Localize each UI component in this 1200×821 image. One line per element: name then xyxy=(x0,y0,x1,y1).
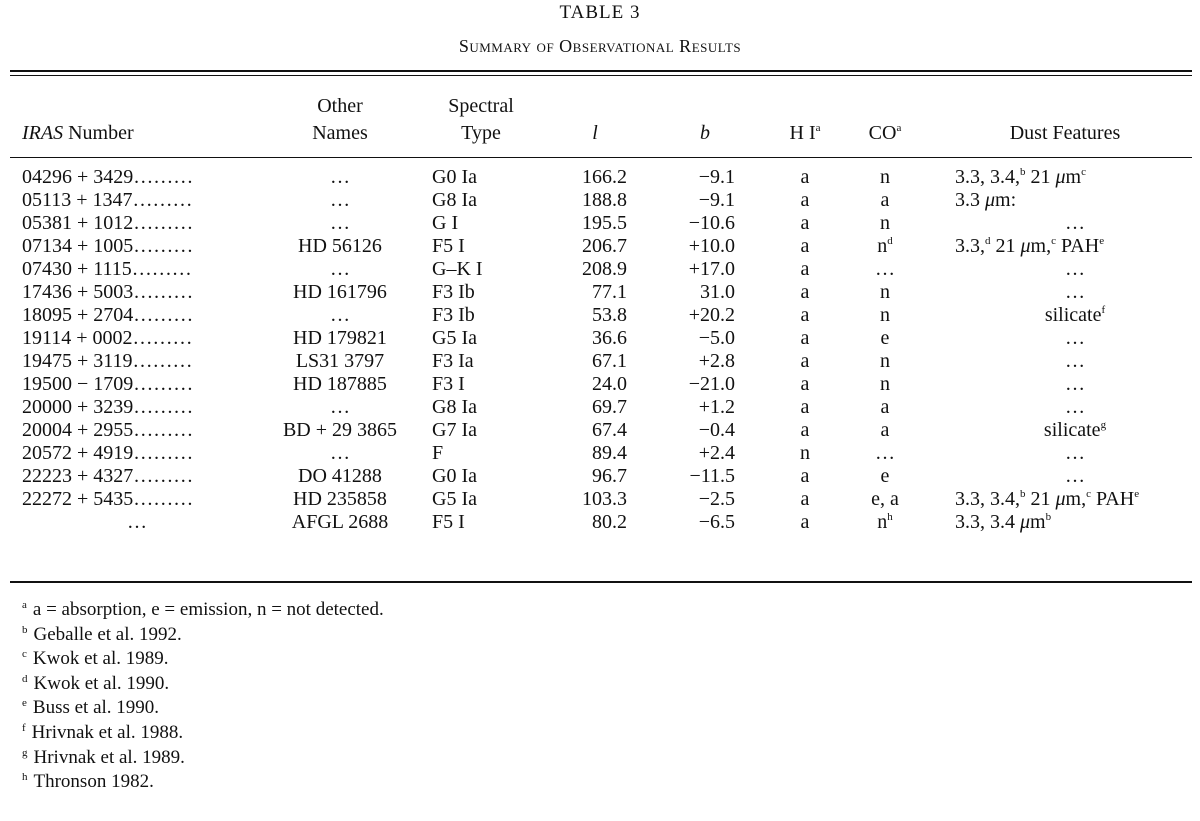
cell-co: e, a xyxy=(871,488,899,510)
header-iras-number xyxy=(22,120,134,147)
cell-dust: … xyxy=(1065,442,1085,464)
cell-b: +20.2 xyxy=(688,304,735,326)
cell-iras: 20572 + 4919……… xyxy=(22,442,194,464)
table-subtitle: Summary of Observational Results xyxy=(458,36,742,56)
cell-dust: 3.3, 3.4,$^b$ 21 $\mu m^c$ xyxy=(955,166,1086,188)
header-co-sup: a xyxy=(896,122,902,134)
cell-b: −0.4 xyxy=(698,419,735,441)
footnote xyxy=(22,696,384,721)
cell-hi: a xyxy=(800,396,810,418)
cell-other: … xyxy=(330,442,350,464)
cell-iras: 22223 + 4327……… xyxy=(22,465,194,487)
cell-dust: … xyxy=(1065,373,1085,395)
cell-iras: 20000 + 3239……… xyxy=(22,396,194,418)
header-other-line2: Names xyxy=(312,122,368,144)
footnote xyxy=(22,672,384,697)
table-title: TABLE 3 xyxy=(559,2,641,23)
cell-spec: G8 Ia xyxy=(432,396,477,418)
cell-co: n xyxy=(880,166,890,188)
footnotes xyxy=(22,598,384,795)
footnote-mark: f xyxy=(22,721,26,734)
footnote xyxy=(22,746,384,771)
top-rule-secondary xyxy=(10,75,1192,76)
cell-spec: F3 I xyxy=(432,373,465,395)
cell-dust: 3.3 μm: xyxy=(955,189,1017,211)
cell-other: BD + 29 3865 xyxy=(282,419,398,441)
cell-b: −9.1 xyxy=(698,166,735,188)
header-hi xyxy=(770,120,840,147)
cell-hi: a xyxy=(800,419,810,441)
cell-b: +2.4 xyxy=(698,442,735,464)
cell-dust: … xyxy=(1065,212,1085,234)
cell-l: 208.9 xyxy=(582,258,627,280)
cell-co: e xyxy=(880,465,890,487)
top-rule xyxy=(10,70,1192,72)
cell-hi: a xyxy=(800,258,810,280)
cell-other: HD 179821 xyxy=(293,327,387,349)
header-l: l xyxy=(592,122,598,144)
cell-other: … xyxy=(330,304,350,326)
cell-other: DO 41288 xyxy=(298,465,382,487)
footnote xyxy=(22,647,384,672)
cell-co: n xyxy=(880,304,890,326)
cell-co: a xyxy=(880,396,890,418)
footnote-mark: a xyxy=(22,599,27,611)
cell-spec: F3 Ib xyxy=(432,304,475,326)
cell-l: 96.7 xyxy=(592,465,627,487)
footnote-text: Hrivnak et al. 1988. xyxy=(31,721,184,743)
footnote xyxy=(22,770,384,795)
cell-co: a xyxy=(880,189,890,211)
cell-b: 31.0 xyxy=(700,281,735,303)
cell-l: 77.1 xyxy=(592,281,627,303)
cell-spec: G–K I xyxy=(432,258,483,280)
footnote-text: Geballe et al. 1992. xyxy=(33,623,182,645)
cell-other: HD 56126 xyxy=(298,235,382,257)
cell-dust: 3.3,$^d$ 21 μm,$^c$ PAH$^e$ xyxy=(955,235,1105,257)
cell-dust: … xyxy=(1065,327,1085,349)
cell-co: … xyxy=(875,258,895,280)
cell-hi: a xyxy=(800,281,810,303)
cell-spec: G0 Ia xyxy=(432,166,477,188)
cell-spec: G I xyxy=(432,212,459,234)
footnote-mark: d xyxy=(22,672,28,685)
cell-hi: a xyxy=(800,327,810,349)
cell-other: … xyxy=(330,166,350,188)
cell-iras: 18095 + 2704……… xyxy=(22,304,194,326)
cell-iras: … xyxy=(127,511,147,533)
cell-iras: 19114 + 0002……… xyxy=(22,327,193,349)
footnote-text: Kwok et al. 1990. xyxy=(33,672,170,694)
footnote-mark: h xyxy=(22,771,28,784)
cell-b: −11.5 xyxy=(689,465,735,487)
header-spec-line1: Spectral xyxy=(448,95,514,117)
cell-hi: a xyxy=(800,304,810,326)
cell-iras: 22272 + 5435……… xyxy=(22,488,194,510)
header-iras-suffix: Number xyxy=(63,122,134,144)
cell-b: −9.1 xyxy=(698,189,735,211)
cell-l: 166.2 xyxy=(582,166,627,188)
cell-b: −6.5 xyxy=(698,511,735,533)
cell-other: HD 187885 xyxy=(293,373,387,395)
cell-hi: a xyxy=(800,465,810,487)
cell-iras: 07134 + 1005……… xyxy=(22,235,194,257)
cell-co: … xyxy=(875,442,895,464)
cell-spec: G7 Ia xyxy=(432,419,477,441)
cell-dust: … xyxy=(1065,350,1085,372)
cell-l: 24.0 xyxy=(592,373,627,395)
cell-dust: silicate$^f$ xyxy=(1044,304,1106,326)
cell-l: 206.7 xyxy=(582,235,627,257)
cell-iras: 19500 − 1709……… xyxy=(22,373,194,395)
cell-l: 80.2 xyxy=(592,511,627,533)
cell-b: +10.0 xyxy=(688,235,735,257)
cell-spec: G5 Ia xyxy=(432,327,477,349)
cell-iras: 19475 + 3119……… xyxy=(22,350,193,372)
cell-co: a xyxy=(880,419,890,441)
footnote-mark: g xyxy=(22,746,28,759)
cell-hi: a xyxy=(800,212,810,234)
cell-iras: 17436 + 5003……… xyxy=(22,281,194,303)
footnote-text: Hrivnak et al. 1989. xyxy=(33,746,185,768)
footnote-mark: b xyxy=(22,623,28,636)
cell-other: … xyxy=(330,212,350,234)
footnote-mark: e xyxy=(22,697,27,710)
cell-b: −10.6 xyxy=(688,212,735,234)
cell-hi: a xyxy=(800,166,810,188)
footnote xyxy=(22,721,384,746)
header-co-label: CO xyxy=(868,122,897,144)
cell-spec: F3 Ib xyxy=(432,281,475,303)
cell-spec: F5 I xyxy=(432,511,465,533)
cell-iras: 20004 + 2955……… xyxy=(22,419,194,441)
footnote xyxy=(22,598,384,623)
cell-b: +2.8 xyxy=(698,350,735,372)
cell-other: HD 235858 xyxy=(293,488,387,510)
cell-l: 36.6 xyxy=(592,327,627,349)
cell-l: 103.3 xyxy=(582,488,627,510)
cell-iras: 07430 + 1115……… xyxy=(22,258,192,280)
cell-spec: G5 Ia xyxy=(432,488,477,510)
cell-b: −5.0 xyxy=(698,327,735,349)
cell-other: LS31 3797 xyxy=(295,350,385,372)
cell-other: … xyxy=(330,396,350,418)
header-co xyxy=(850,120,920,147)
header-spectral-type xyxy=(426,93,536,147)
cell-l: 89.4 xyxy=(592,442,627,464)
bottom-rule xyxy=(10,581,1192,583)
cell-spec: F3 Ia xyxy=(432,350,474,372)
cell-hi: a xyxy=(800,189,810,211)
cell-spec: G8 Ia xyxy=(432,189,477,211)
header-b: b xyxy=(700,122,710,144)
cell-co: n xyxy=(880,373,890,395)
cell-l: 67.1 xyxy=(592,350,627,372)
cell-co: n xyxy=(880,350,890,372)
footnote-text: Thronson 1982. xyxy=(33,771,154,793)
cell-dust: 3.3, 3.4 $\mu m^b$ xyxy=(955,511,1052,533)
cell-other: AFGL 2688 xyxy=(291,511,389,533)
cell-b: −21.0 xyxy=(688,373,735,395)
header-rule xyxy=(10,157,1192,158)
cell-dust: silicate$^g$ xyxy=(1043,419,1107,441)
cell-l: 195.5 xyxy=(582,212,627,234)
cell-hi: a xyxy=(800,235,810,257)
cell-l: 67.4 xyxy=(592,419,627,441)
cell-b: +1.2 xyxy=(698,396,735,418)
cell-spec: F xyxy=(432,442,444,464)
cell-dust: … xyxy=(1065,465,1085,487)
cell-b: −2.5 xyxy=(698,488,735,510)
footnote-text: Kwok et al. 1989. xyxy=(32,648,169,670)
cell-dust: … xyxy=(1065,396,1085,418)
header-dust-features: Dust Features xyxy=(1009,122,1121,144)
cell-co: $n^d$ xyxy=(877,235,893,257)
cell-other: HD 161796 xyxy=(293,281,387,303)
cell-l: 69.7 xyxy=(592,396,627,418)
header-hi-sup: a xyxy=(815,122,821,134)
cell-b: +17.0 xyxy=(688,258,735,280)
header-other-names xyxy=(270,93,410,147)
cell-spec: F5 I xyxy=(432,235,465,257)
cell-dust: … xyxy=(1065,258,1085,280)
cell-co: e xyxy=(880,327,890,349)
cell-hi: a xyxy=(800,350,810,372)
cell-other: … xyxy=(330,258,350,280)
cell-co: n xyxy=(880,212,890,234)
footnote xyxy=(22,623,384,648)
cell-hi: n xyxy=(800,442,810,464)
cell-l: 188.8 xyxy=(582,189,627,211)
cell-co: $n^h$ xyxy=(877,511,893,533)
cell-hi: a xyxy=(800,488,810,510)
cell-iras: 05113 + 1347……… xyxy=(22,189,193,211)
cell-l: 53.8 xyxy=(592,304,627,326)
header-hi-label: H I xyxy=(789,122,816,144)
cell-iras: 04296 + 3429……… xyxy=(22,166,194,188)
cell-hi: a xyxy=(800,373,810,395)
cell-other: … xyxy=(330,189,350,211)
cell-dust: 3.3, 3.4,$^b$ 21 μm,$^c$ PAH$^e$ xyxy=(955,488,1140,510)
cell-iras: 05381 + 1012……… xyxy=(22,212,194,234)
cell-spec: G0 Ia xyxy=(432,465,477,487)
footnote-text: Buss et al. 1990. xyxy=(32,697,160,719)
header-spec-line2: Type xyxy=(461,122,501,144)
cell-co: n xyxy=(880,281,890,303)
cell-hi: a xyxy=(800,511,810,533)
cell-dust: … xyxy=(1065,281,1085,303)
footnote-mark: c xyxy=(22,648,27,661)
footnote-text: a = absorption, e = emission, n = not detected. xyxy=(32,599,384,620)
header-other-line1: Other xyxy=(317,95,363,117)
header-iras-prefix: IRAS xyxy=(22,122,64,144)
